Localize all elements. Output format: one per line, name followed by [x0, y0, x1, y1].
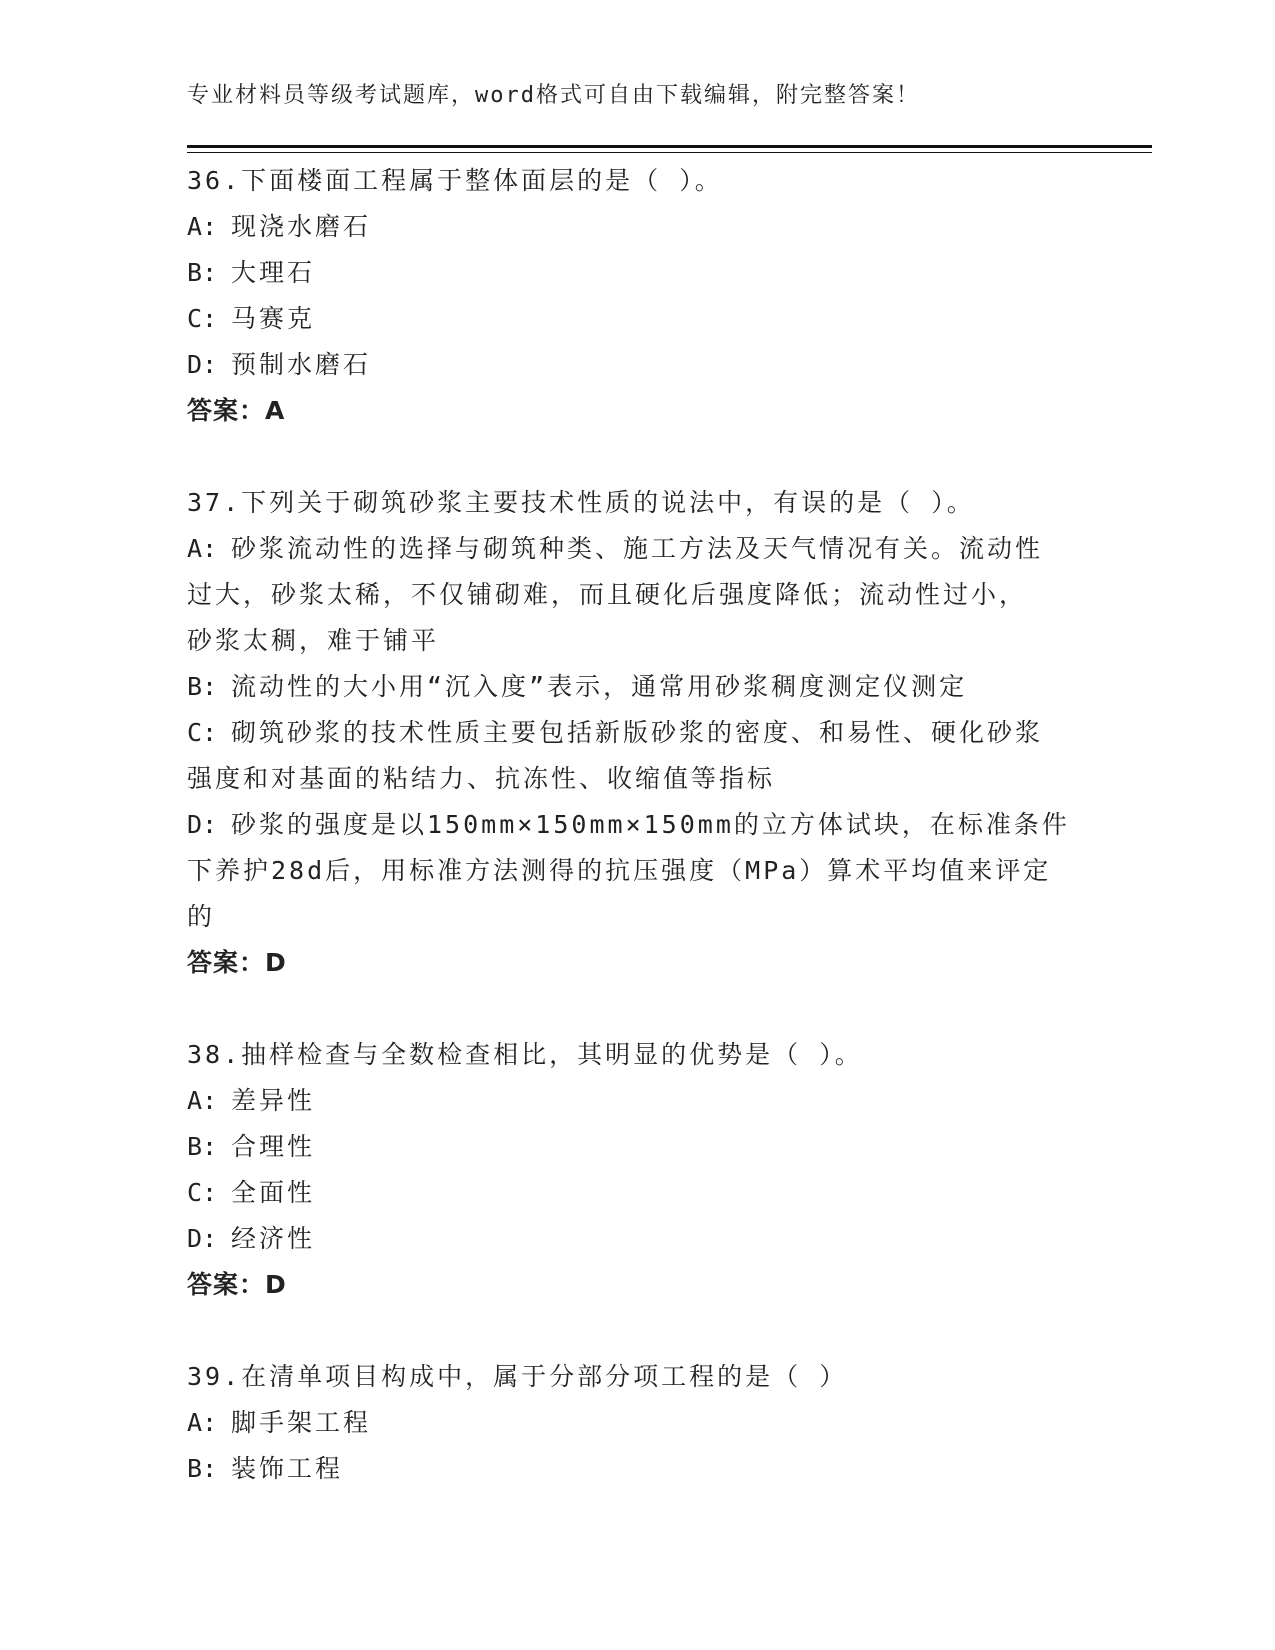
- option-key: A:: [187, 534, 218, 563]
- question-37: [187, 480, 1077, 986]
- option-text: 流动性的大小用“沉入度”表示，通常用砂浆稠度测定仪测定: [231, 672, 968, 701]
- answer: 答案：D: [187, 1270, 287, 1299]
- option-key: A:: [187, 212, 218, 241]
- question-stem: 38.抽样检查与全数检查相比，其明显的优势是（ ）。: [187, 1040, 863, 1069]
- option-d-continuation: 的: [187, 902, 216, 931]
- option-text: 脚手架工程: [231, 1408, 372, 1437]
- option-b: [187, 664, 1077, 710]
- option-text: 差异性: [231, 1086, 316, 1115]
- option-key: B:: [187, 258, 218, 287]
- option-key: D:: [187, 350, 218, 379]
- option-text: 大理石: [231, 258, 316, 287]
- option-c: [187, 1170, 1077, 1216]
- option-b: [187, 1124, 1077, 1170]
- question-36: [187, 158, 1077, 434]
- option-key: C:: [187, 718, 218, 747]
- answer: 答案：A: [187, 396, 286, 425]
- option-d: [187, 1216, 1077, 1262]
- option-text: 马赛克: [231, 304, 316, 333]
- option-key: D:: [187, 810, 218, 839]
- option-a: [187, 1400, 1077, 1446]
- option-a-continuation: 砂浆太稠，难于铺平: [187, 626, 440, 655]
- option-d: [187, 802, 1077, 848]
- option-text: 经济性: [231, 1224, 316, 1253]
- option-key: A:: [187, 1086, 218, 1115]
- spacer: [187, 434, 1077, 480]
- question-stem: 36.下面楼面工程属于整体面层的是（ ）。: [187, 166, 723, 195]
- option-key: D:: [187, 1224, 218, 1253]
- option-text: 全面性: [231, 1178, 316, 1207]
- option-text: 砂浆流动性的选择与砌筑种类、施工方法及天气情况有关。流动性: [231, 534, 1044, 563]
- document-header: 专业材料员等级考试题库，word格式可自由下载编辑，附完整答案！: [187, 83, 920, 108]
- option-text: 现浇水磨石: [231, 212, 372, 241]
- option-text: 装饰工程: [231, 1454, 344, 1483]
- header-rule-thin: [187, 152, 1152, 153]
- option-text: 合理性: [231, 1132, 316, 1161]
- option-text: 砌筑砂浆的技术性质主要包括新版砂浆的密度、和易性、硬化砂浆: [231, 718, 1044, 747]
- answer: 答案：D: [187, 948, 287, 977]
- option-key: C:: [187, 304, 218, 333]
- question-38: [187, 1032, 1077, 1308]
- question-list: [187, 158, 1077, 1492]
- spacer: [187, 1308, 1077, 1354]
- option-a-continuation: 过大，砂浆太稀，不仅铺砌难，而且硬化后强度降低；流动性过小，: [187, 580, 1028, 609]
- question-stem: 37.下列关于砌筑砂浆主要技术性质的说法中，有误的是（ ）。: [187, 488, 975, 517]
- option-a: [187, 204, 1077, 250]
- option-key: B:: [187, 672, 218, 701]
- option-key: C:: [187, 1178, 218, 1207]
- question-39: [187, 1354, 1077, 1492]
- spacer: [187, 986, 1077, 1032]
- option-key: B:: [187, 1454, 218, 1483]
- option-key: B:: [187, 1132, 218, 1161]
- option-c: [187, 710, 1077, 756]
- option-b: [187, 250, 1077, 296]
- option-b: [187, 1446, 1077, 1492]
- option-d: [187, 342, 1077, 388]
- option-c: [187, 296, 1077, 342]
- option-key: A:: [187, 1408, 218, 1437]
- option-d-continuation: 下养护28d后，用标准方法测得的抗压强度（MPa）算术平均值来评定: [187, 856, 1052, 885]
- question-stem: 39.在清单项目构成中，属于分部分项工程的是（ ）: [187, 1362, 848, 1391]
- option-text: 预制水磨石: [231, 350, 372, 379]
- option-c-continuation: 强度和对基面的粘结力、抗冻性、收缩值等指标: [187, 764, 776, 793]
- option-a: [187, 526, 1077, 572]
- header-rule-thick: [187, 145, 1152, 148]
- option-a: [187, 1078, 1077, 1124]
- option-text: 砂浆的强度是以150mm×150mm×150mm的立方体试块，在标准条件: [231, 810, 1070, 839]
